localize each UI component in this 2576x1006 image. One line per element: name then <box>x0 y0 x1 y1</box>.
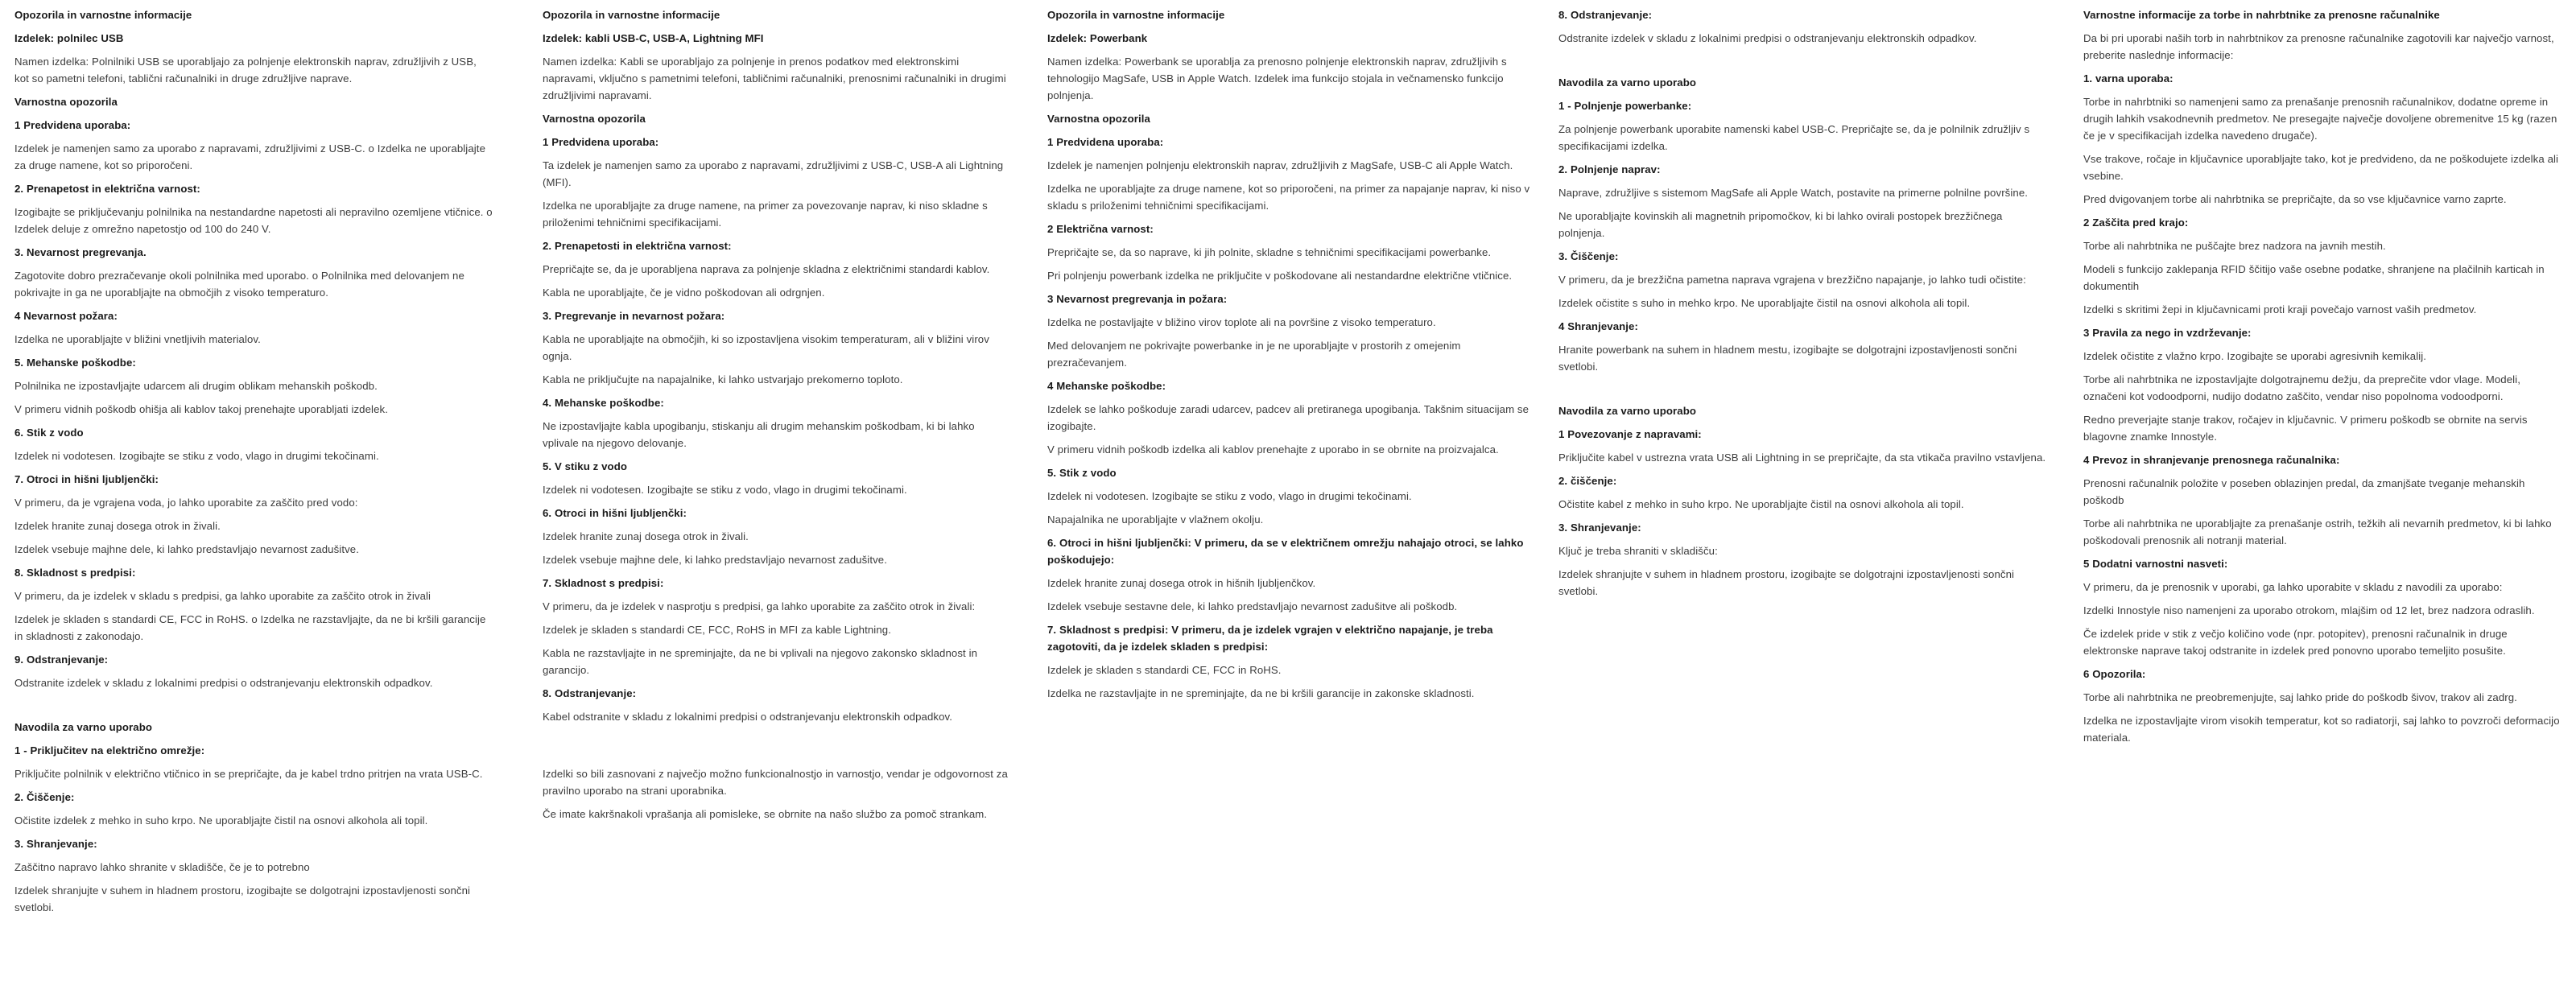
section-heading: Izdelek: kabli USB-C, USB-A, Lightning MFI <box>543 32 764 44</box>
paragraph: V primeru, da je vgrajena voda, jo lahko uporabite za zaščito pred vodo: <box>14 497 358 509</box>
paragraph: Izdelki so bili zasnovani z največjo možno funkcionalnostjo in varnostjo, vendar je odgovornost za pravilno uporabo na strani uporabnika. <box>543 768 1008 797</box>
spacer <box>14 698 493 712</box>
section-heading: 2. čiščenje: <box>1558 475 1617 487</box>
paragraph: Izogibajte se priključevanju polnilnika na nestandardne napetosti ali nepravilno ozemljene vtičnice. o Izdelek deluje z omrežno napetostjo od 100 do 240 V. <box>14 206 493 235</box>
paragraph: Kabla ne priključujte na napajalnike, ki lahko ustvarjajo prekomerno toploto. <box>543 373 903 385</box>
paragraph: Zaščitno napravo lahko shranite v skladišče, če je to potrebno <box>14 861 310 873</box>
paragraph: V primeru, da je brezžična pametna naprava vgrajena v brezžično napajanje, jo lahko tudi očistite: <box>1558 274 2026 286</box>
section-heading: 3. Shranjevanje: <box>1558 522 1641 534</box>
section-heading: 6. Otroci in hišni ljubljenčki: <box>543 507 687 519</box>
section-heading: 3. Čiščenje: <box>1558 250 1619 262</box>
laptop-bags-safety-column <box>2083 6 2563 752</box>
paragraph: Modeli s funkcijo zaklepanja RFID ščitijo vaše osebne podatke, shranjene na plačilnih karticah in dokumentih <box>2083 263 2545 292</box>
paragraph: V primeru, da je izdelek v nasprotju s predpisi, ga lahko uporabite za zaščito otrok in živali: <box>543 600 976 612</box>
section-heading: 3 Pravila za nego in vzdrževanje: <box>2083 327 2252 339</box>
paragraph: Napajalnika ne uporabljajte v vlažnem okolju. <box>1047 513 1264 526</box>
section-heading: 5. Mehanske poškodbe: <box>14 357 136 369</box>
section-heading: 2. Prenapetost in električna varnost: <box>14 183 200 195</box>
paragraph: Izdelka ne uporabljajte za druge namene, na primer za povezovanje naprav, ki niso skladne s priloženimi tehničnimi specifikacijami. <box>543 200 988 229</box>
paragraph: Torbe ali nahrbtnika ne izpostavljajte dolgotrajnemu dežju, da preprečite vdor vlage. Modeli, označeni kot vodoodporni, nudijo dodatno zaščito, vendar niso popolnoma vodoodporni. <box>2083 373 2520 402</box>
paragraph: Namen izdelka: Kabli se uporabljajo za polnjenje in prenos podatkov med elektronskimi napravami, vključno s pametnimi telefoni, tabličnimi računalniki, prenosnimi računalniki in drugimi združljivimi napravami. <box>543 56 1006 101</box>
paragraph: Namen izdelka: Polnilniki USB se uporabljajo za polnjenje elektronskih naprav, združljivih z USB, kot so pametni telefoni, tablični računalniki in druge združljive naprave. <box>14 56 477 85</box>
section-heading: 4 Shranjevanje: <box>1558 320 1638 332</box>
powerbank-usage-instructions-column <box>1558 6 2048 606</box>
spacer <box>1558 53 2048 68</box>
section-heading: 7. Skladnost s predpisi: <box>543 577 664 589</box>
section-heading: 2 Zaščita pred krajo: <box>2083 216 2189 229</box>
paragraph: Izdelka ne razstavljajte in ne spreminjajte, da ne bi kršili garancije in zakonske skladnosti. <box>1047 687 1475 699</box>
paragraph: Izdelka ne uporabljajte v bližini vnetljivih materialov. <box>14 333 261 345</box>
paragraph: Izdelek hranite zunaj dosega otrok in živali. <box>543 530 749 542</box>
paragraph: Izdelek ni vodotesen. Izogibajte se stiku z vodo, vlago in drugimi tekočinami. <box>1047 490 1412 502</box>
paragraph: Izdelek očistite z vlažno krpo. Izogibajte se uporabi agresivnih kemikalij. <box>2083 350 2427 362</box>
spacer <box>1558 381 2048 396</box>
paragraph: Izdelek očistite s suho in mehko krpo. Ne uporabljajte čistil na osnovi alkohola ali topil. <box>1558 297 1971 309</box>
section-heading: 7. Skladnost s predpisi: V primeru, da je izdelek vgrajen v električno napajanje, je treba zagotoviti, da je izdelek skladen s predpisi: <box>1047 624 1493 653</box>
paragraph: V primeru vidnih poškodb izdelka ali kablov prenehajte z uporabo in se obrnite na proizvajalca. <box>1047 443 1499 456</box>
section-heading: Opozorila in varnostne informacije <box>14 9 192 21</box>
paragraph: Med delovanjem ne pokrivajte powerbanke in je ne uporabljajte v prostorih z omejenim prezračevanjem. <box>1047 340 1461 369</box>
paragraph: Izdelek vsebuje sestavne dele, ki lahko predstavljajo nevarnost zadušitve ali poškodb. <box>1047 600 1458 612</box>
paragraph: V primeru, da je prenosnik v uporabi, ga lahko uporabite v skladu z navodili za uporabo: <box>2083 581 2503 593</box>
paragraph: Priključite polnilnik v električno vtičnico in se prepričajte, da je kabel trdno pritrjen na vrata USB-C. <box>14 768 483 780</box>
paragraph: Prepričajte se, da je uporabljena naprava za polnjenje skladna z električnimi standardi kablov. <box>543 263 990 275</box>
paragraph: V primeru vidnih poškodb ohišja ali kablov takoj prenehajte uporabljati izdelek. <box>14 403 388 415</box>
paragraph: Prepričajte se, da so naprave, ki jih polnite, skladne s tehničnimi specifikacijami powerbanke. <box>1047 246 1492 258</box>
paragraph: Izdelek je namenjen polnjenju elektronskih naprav, združljivih z MagSafe, USB-C ali Apple Watch. <box>1047 159 1513 171</box>
paragraph: Kabla ne uporabljajte na območjih, ki so izpostavljena visokim temperaturam, ali v bližini virov ognja. <box>543 333 989 362</box>
paragraph: Priključite kabel v ustrezna vrata USB ali Lightning in se prepričajte, da sta vtikača pravilno vstavljena. <box>1558 451 2046 464</box>
paragraph: Pred dvigovanjem torbe ali nahrbtnika se prepričajte, da so vse ključavnice varno zaprte. <box>2083 193 2507 205</box>
powerbank-warnings-column <box>1047 6 1535 708</box>
section-heading: 3 Nevarnost pregrevanja in požara: <box>1047 293 1228 305</box>
paragraph: Izdelek hranite zunaj dosega otrok in živali. <box>14 520 221 532</box>
section-heading: 5. Stik z vodo <box>1047 467 1117 479</box>
paragraph: Torbe in nahrbtniki so namenjeni samo za prenašanje prenosnih računalnikov, dodatne opreme in drugih lahkih vsakodnevnih predmetov. Ne presegajte največje dovoljene obremenitve 15 kg (razen če je v specifikacijah izdelka navedeno drugače). <box>2083 96 2557 142</box>
paragraph: Ta izdelek je namenjen samo za uporabo z napravami, združljivimi z USB-C, USB-A ali Lightning (MFI). <box>543 159 1004 188</box>
paragraph: Izdelek shranjujte v suhem in hladnem prostoru, izogibajte se dolgotrajni izpostavljenosti sončni svetlobi. <box>1558 568 2015 597</box>
section-heading: Navodila za varno uporabo <box>1558 405 1697 417</box>
section-heading: Varnostna opozorila <box>543 113 646 125</box>
section-heading: 6. Stik z vodo <box>14 427 84 439</box>
paragraph: Očistite izdelek z mehko in suho krpo. Ne uporabljajte čistil na osnovi alkohola ali topil. <box>14 814 428 827</box>
section-heading: 8. Odstranjevanje: <box>543 687 637 699</box>
paragraph: Izdelek je namenjen samo za uporabo z napravami, združljivimi z USB-C. o Izdelka ne uporabljajte za druge namene, kot so priporočeni. <box>14 142 486 171</box>
paragraph: Torbe ali nahrbtnika ne preobremenjujte, saj lahko pride do poškodb šivov, trakov ali zadrg. <box>2083 691 2517 703</box>
section-heading: 4 Mehanske poškodbe: <box>1047 380 1166 392</box>
paragraph: Izdelek shranjujte v suhem in hladnem prostoru, izogibajte se dolgotrajni izpostavljenosti sončni svetlobi. <box>14 884 471 913</box>
section-heading: 7. Otroci in hišni ljubljenčki: <box>14 473 159 485</box>
paragraph: Vse trakove, ročaje in ključavnice uporabljajte tako, kot je predvideno, da ne poškodujete izdelka ali vsebine. <box>2083 153 2559 182</box>
paragraph: Izdelek je skladen s standardi CE, FCC in RoHS. <box>1047 664 1282 676</box>
section-heading: Varnostne informacije za torbe in nahrbtnike za prenosne računalnike <box>2083 9 2440 21</box>
paragraph: Kabla ne razstavljajte in ne spreminjajte, da ne bi vplivali na njegovo zakonsko skladnost in garancijo. <box>543 647 978 676</box>
paragraph: Očistite kabel z mehko in suho krpo. Ne uporabljajte čistil na osnovi alkohola ali topil. <box>1558 498 1964 510</box>
paragraph: Kabla ne uporabljajte, če je vidno poškodovan ali odrgnjen. <box>543 287 825 299</box>
paragraph: Izdelki Innostyle niso namenjeni za uporabo otrokom, mlajšim od 12 let, brez nadzora odraslih. <box>2083 604 2535 616</box>
paragraph: Izdelki s skritimi žepi in ključavnicami proti kraji povečajo varnost vaših predmetov. <box>2083 303 2477 315</box>
section-heading: 1. varna uporaba: <box>2083 72 2174 85</box>
paragraph: Za polnjenje powerbank uporabite namenski kabel USB-C. Prepričajte se, da je polnilnik združljiv s specifikacijami izdelka. <box>1558 123 2030 152</box>
paragraph: Če izdelek pride v stik z večjo količino vode (npr. potopitev), prenosni računalnik in druge elektronske naprave takoj odstranite in izdelek pred ponovno uporabo temeljito posušite. <box>2083 628 2508 657</box>
paragraph: Izdelka ne izpostavljajte virom visokih temperatur, kot so radiatorji, saj lahko to povzroči deformacijo materiala. <box>2083 715 2560 744</box>
paragraph: Izdelek ni vodotesen. Izogibajte se stiku z vodo, vlago in drugimi tekočinami. <box>543 484 907 496</box>
section-heading: Navodila za varno uporabo <box>1558 76 1697 89</box>
paragraph: Izdelka ne postavljajte v bližino virov toplote ali na površine z visoko temperaturo. <box>1047 316 1436 328</box>
section-heading: 2. Čiščenje: <box>14 791 75 803</box>
section-heading: 1 - Polnjenje powerbanke: <box>1558 100 1692 112</box>
paragraph: Namen izdelka: Powerbank se uporablja za prenosno polnjenje elektronskih naprav, združljivih s tehnologijo MagSafe, USB in Apple Watch. Izdelek ima funkcijo stojala in večnamensko funkcijo polnjenja. <box>1047 56 1507 101</box>
paragraph: Pri polnjenju powerbank izdelka ne priključite v poškodovane ali nestandardne električne vtičnice. <box>1047 270 1513 282</box>
section-heading: 1 Predvidena uporaba: <box>1047 136 1164 148</box>
paragraph: Kabel odstranite v skladu z lokalnimi predpisi o odstranjevanju elektronskih odpadkov. <box>543 711 953 723</box>
section-heading: 4 Prevoz in shranjevanje prenosnega računalnika: <box>2083 454 2340 466</box>
paragraph: Torbe ali nahrbtnika ne puščajte brez nadzora na javnih mestih. <box>2083 240 2386 252</box>
section-heading: Opozorila in varnostne informacije <box>543 9 720 21</box>
section-heading: 3. Nevarnost pregrevanja. <box>14 246 147 258</box>
section-heading: 1 Predvidena uporaba: <box>543 136 659 148</box>
section-heading: 3. Pregrevanje in nevarnost požara: <box>543 310 725 322</box>
paragraph: Torbe ali nahrbtnika ne uporabljajte za prenašanje ostrih, težkih ali nevarnih predmetov, ki bi lahko poškodovali prenosnik ali notranji material. <box>2083 517 2552 546</box>
spacer <box>543 732 1011 759</box>
paragraph: Izdelek je skladen s standardi CE, FCC in RoHS. o Izdelka ne razstavljajte, da ne bi kršili garancije in skladnosti z zakonodajo. <box>14 613 486 642</box>
section-heading: Izdelek: Powerbank <box>1047 32 1148 44</box>
paragraph: Izdelek vsebuje majhne dele, ki lahko predstavljajo nevarnost zadušitve. <box>14 543 359 555</box>
section-heading: 1 - Priključitev na električno omrežje: <box>14 744 205 757</box>
paragraph: Prenosni računalnik položite v poseben oblazinjen predal, da zmanjšate tveganje mehanskih poškodb <box>2083 477 2525 506</box>
section-heading: 6. Otroci in hišni ljubljenčki: V primeru, da se v električnem omrežju nahajajo otroci, se lahko poškodujejo: <box>1047 537 1524 566</box>
paragraph: V primeru, da je izdelek v skladu s predpisi, ga lahko uporabite za zaščito otrok in živali <box>14 590 431 602</box>
paragraph: Izdelek ni vodotesen. Izogibajte se stiku z vodo, vlago in drugimi tekočinami. <box>14 450 379 462</box>
paragraph: Ključ je treba shraniti v skladišču: <box>1558 545 1718 557</box>
section-heading: 2. Prenapetosti in električna varnost: <box>543 240 732 252</box>
usb-charger-warnings-column <box>14 6 493 922</box>
paragraph: Izdelek je skladen s standardi CE, FCC, RoHS in MFI za kable Lightning. <box>543 624 891 636</box>
section-heading: 5. V stiku z vodo <box>543 460 628 472</box>
section-heading: 8. Skladnost s predpisi: <box>14 567 136 579</box>
paragraph: Hranite powerbank na suhem in hladnem mestu, izogibajte se dolgotrajni izpostavljenosti sončni svetlobi. <box>1558 344 2017 373</box>
paragraph: Odstranite izdelek v skladu z lokalnimi predpisi o odstranjevanju elektronskih odpadkov. <box>1558 32 1977 44</box>
section-heading: 2 Električna varnost: <box>1047 223 1154 235</box>
section-heading: Navodila za varno uporabo <box>14 721 153 733</box>
section-heading: 4 Nevarnost požara: <box>14 310 118 322</box>
paragraph: Če imate kakršnakoli vprašanja ali pomisleke, se obrnite na našo službo za pomoč strankam. <box>543 808 988 820</box>
section-heading: Opozorila in varnostne informacije <box>1047 9 1225 21</box>
paragraph: Zagotovite dobro prezračevanje okoli polnilnika med uporabo. o Polnilnika med delovanjem ne pokrivajte in ga ne uporabljajte na območjih z visoko temperaturo. <box>14 270 464 299</box>
paragraph: Ne izpostavljajte kabla upogibanju, stiskanju ali drugim mehanskim poškodbam, ki bi lahko vplivale na njegovo delovanje. <box>543 420 975 449</box>
paragraph: Da bi pri uporabi naših torb in nahrbtnikov za prenosne računalnike zagotovili kar največjo varnost, preberite naslednje informacije: <box>2083 32 2554 61</box>
paragraph: Naprave, združljive s sistemom MagSafe ali Apple Watch, postavite na primerne polnilne površine. <box>1558 187 2029 199</box>
paragraph: Izdelek se lahko poškoduje zaradi udarcev, padcev ali pretiranega upogibanja. Takšnim situacijam se izogibajte. <box>1047 403 1530 432</box>
section-heading: 1 Predvidena uporaba: <box>14 119 131 131</box>
paragraph: Izdelka ne uporabljajte za druge namene, kot so priporočeni, na primer za napajanje naprav, ki niso v skladu s priloženimi tehničnimi specifikacijami. <box>1047 183 1530 212</box>
section-heading: Varnostna opozorila <box>14 96 118 108</box>
paragraph: Ne uporabljajte kovinskih ali magnetnih pripomočkov, ki bi lahko ovirali postopek brezžičnega polnjenja. <box>1558 210 2003 239</box>
section-heading: 3. Shranjevanje: <box>14 838 97 850</box>
section-heading: 9. Odstranjevanje: <box>14 653 109 666</box>
section-heading: 2. Polnjenje naprav: <box>1558 163 1661 175</box>
paragraph: Polnilnika ne izpostavljajte udarcem ali drugim oblikam mehanskih poškodb. <box>14 380 378 392</box>
paragraph: Odstranite izdelek v skladu z lokalnimi predpisi o odstranjevanju elektronskih odpadkov. <box>14 677 433 689</box>
section-heading: 5 Dodatni varnostni nasveti: <box>2083 558 2228 570</box>
paragraph: Izdelek vsebuje majhne dele, ki lahko predstavljajo nevarnost zadušitve. <box>543 554 887 566</box>
section-heading: Izdelek: polnilec USB <box>14 32 124 44</box>
section-heading: 4. Mehanske poškodbe: <box>543 397 664 409</box>
cables-warnings-column <box>543 6 1011 829</box>
paragraph: Izdelek hranite zunaj dosega otrok in hišnih ljubljenčkov. <box>1047 577 1316 589</box>
section-heading: 8. Odstranjevanje: <box>1558 9 1653 21</box>
section-heading: 6 Opozorila: <box>2083 668 2146 680</box>
paragraph: Redno preverjajte stanje trakov, ročajev in ključavnic. V primeru poškodb se obrnite na servis blagovne znamke Innostyle. <box>2083 414 2528 443</box>
section-heading: 1 Povezovanje z napravami: <box>1558 428 1702 440</box>
section-heading: Varnostna opozorila <box>1047 113 1150 125</box>
